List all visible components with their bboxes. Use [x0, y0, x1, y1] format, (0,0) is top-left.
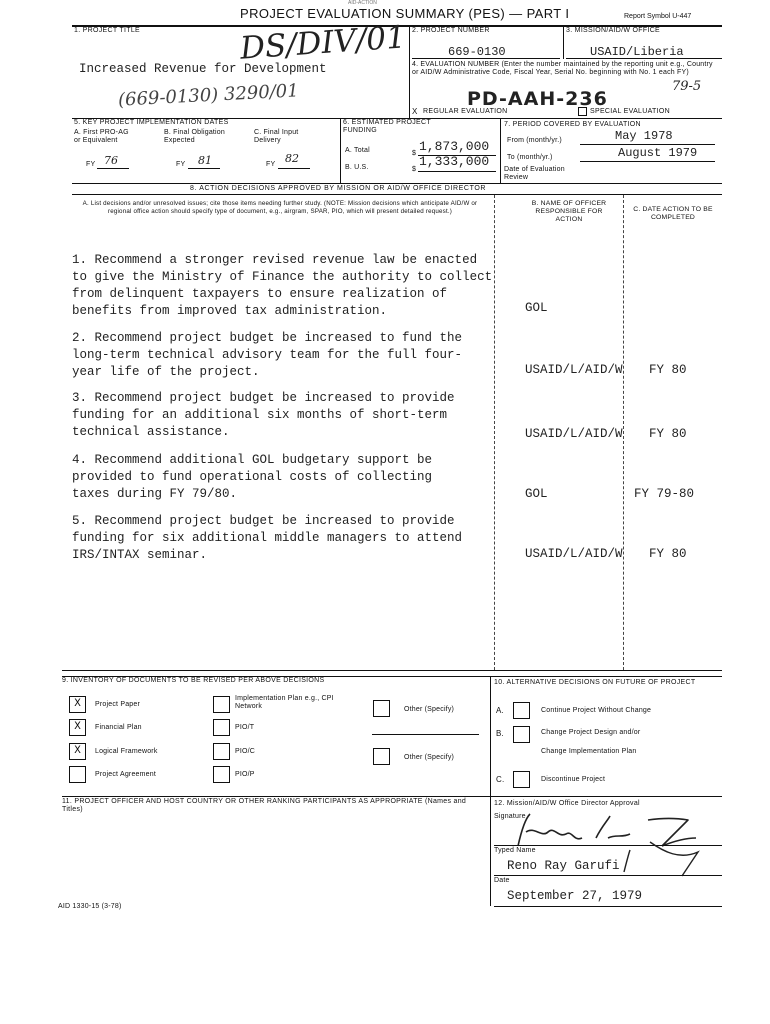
- decision-line: 4. Recommend additional GOL budgetary support be: [72, 453, 433, 467]
- inventory-item-label: Project Agreement: [95, 771, 156, 778]
- decision-text: [72, 452, 497, 503]
- inventory-item-label: Financial Plan: [95, 724, 142, 731]
- report-symbol: Report Symbol U-447: [624, 13, 692, 20]
- other-specify-checkbox-2[interactable]: [373, 748, 390, 765]
- decision-line: year life of the project.: [72, 365, 260, 379]
- final-obligation-fy-label: FY: [176, 161, 186, 168]
- us-currency: $: [412, 166, 417, 173]
- final-obligation-label: B. Final Obligation Expected: [164, 129, 225, 144]
- inventory-checkbox[interactable]: [213, 743, 230, 760]
- signature-label: Signature: [494, 813, 526, 820]
- total-funding-value: 1,873,000: [419, 139, 490, 154]
- decision-line: benefits from improved tax administration.: [72, 304, 388, 318]
- officer-column-header: B. NAME OF OFFICER RESPONSIBLE FOR ACTION: [531, 200, 607, 223]
- alt-b-letter: B.: [496, 729, 504, 738]
- decision-line: long-term technical advisory team for the full four-: [72, 348, 463, 362]
- underline: [97, 168, 129, 169]
- date-label: Date: [494, 877, 510, 884]
- decision-line: 2. Recommend project budget be increased to fund the: [72, 331, 463, 345]
- divider: [500, 118, 501, 183]
- discontinue-project-checkbox[interactable]: [513, 771, 530, 788]
- final-input-value: 82: [285, 152, 299, 165]
- decision-line: 3. Recommend project budget be increased to provide: [72, 391, 455, 405]
- decision-line: to give the Ministry of Finance the authority to collect: [72, 270, 493, 284]
- form-stub-text: AID-ACTION: [348, 0, 377, 6]
- us-funding-value: 1,333,000: [419, 154, 490, 169]
- form-number: AID 1330-15 (3-78): [58, 903, 122, 910]
- period-covered-label: 7. PERIOD COVERED BY EVALUATION: [504, 121, 641, 128]
- inventory-item-label: Logical Framework: [95, 748, 158, 755]
- mission-office-label: 3. MISSION/AID/W OFFICE: [566, 27, 661, 34]
- section-rule: [62, 670, 722, 671]
- column-divider: [623, 195, 624, 670]
- period-from-label: From (month/yr.): [507, 137, 562, 144]
- handwritten-office-code: DS/DIV/01: [238, 19, 407, 67]
- checkbox-mark: X: [74, 721, 81, 733]
- evaluation-review-date-label: Date of Evaluation Review: [504, 166, 565, 181]
- inventory-checkbox[interactable]: [69, 766, 86, 783]
- implementation-dates-label: 5. KEY PROJECT IMPLEMENTATION DATES: [74, 119, 229, 126]
- section-rule: [62, 796, 722, 797]
- completion-date: FY 80: [649, 427, 687, 441]
- continue-project-label: Continue Project Without Change: [541, 707, 652, 714]
- special-evaluation-checkbox[interactable]: [578, 107, 587, 116]
- project-number-value: 669-0130: [448, 45, 506, 59]
- decision-text: [72, 252, 497, 320]
- divider: [409, 25, 410, 118]
- first-proag-value: 76: [104, 154, 118, 167]
- decision-line: IRS/INTAX seminar.: [72, 548, 208, 562]
- decision-text: [72, 513, 497, 564]
- decision-line: funding for six additional middle managers to attend: [72, 531, 463, 545]
- discontinue-project-label: Discontinue Project: [541, 776, 606, 783]
- typed-name-value: Reno Ray Garufi: [507, 859, 620, 873]
- underline: [278, 168, 310, 169]
- director-approval-label: 12. Mission/AID/W Office Director Approval: [494, 800, 640, 807]
- responsible-officer: USAID/L/AID/W: [525, 547, 623, 561]
- decision-line: provided to fund operational costs of collecting: [72, 470, 433, 484]
- change-project-checkbox[interactable]: [513, 726, 530, 743]
- evaluation-number-value: 79-5: [672, 79, 702, 94]
- period-to-value: August 1979: [618, 146, 698, 160]
- completion-date: FY 80: [649, 363, 687, 377]
- first-proag-fy-label: FY: [86, 161, 96, 168]
- inventory-checkbox[interactable]: [69, 743, 86, 760]
- section-rule: [72, 194, 722, 195]
- final-input-fy-label: FY: [266, 161, 276, 168]
- alternative-decisions-label: 10. ALTERNATIVE DECISIONS ON FUTURE OF PROJECT: [494, 679, 696, 686]
- first-proag-label: A. First PRO-AG or Equivalent: [74, 129, 129, 144]
- divider: [490, 796, 491, 906]
- divider: [490, 676, 491, 802]
- underline: [412, 58, 560, 59]
- responsible-officer: USAID/L/AID/W: [525, 427, 623, 441]
- final-obligation-value: 81: [198, 154, 212, 167]
- section-rule: [72, 183, 722, 184]
- other-specify-label-1: Other (Specify): [404, 706, 455, 713]
- us-funding-label: B. U.S.: [345, 164, 369, 171]
- continue-project-checkbox[interactable]: [513, 702, 530, 719]
- special-evaluation-label: SPECIAL EVALUATION: [590, 108, 670, 115]
- decision-text: [72, 330, 497, 381]
- evaluation-number-label: 4. EVALUATION NUMBER (Enter the number maintained by the reporting unit e.g., Country or AID/W Administrative Code, Fiscal Year, Serial No. beginning with No. 1 each FY): [412, 61, 713, 76]
- decision-line: from delinquent taxpayers to ensure realization of: [72, 287, 448, 301]
- decision-line: 5. Recommend project budget be increased to provide: [72, 514, 455, 528]
- underline: [372, 734, 479, 735]
- divider: [563, 25, 564, 59]
- approval-date-value: September 27, 1979: [507, 889, 643, 903]
- final-input-label: C. Final Input Delivery: [254, 129, 299, 144]
- period-to-label: To (month/yr.): [507, 154, 553, 161]
- typed-name-line: [494, 875, 722, 876]
- decision-line: technical assistance.: [72, 425, 230, 439]
- period-from-value: May 1978: [615, 129, 673, 143]
- total-currency: $: [412, 150, 417, 157]
- date-line: [494, 906, 722, 907]
- signature-extension-stroke: [620, 838, 710, 878]
- total-funding-label: A. Total: [345, 147, 370, 154]
- date-column-header: C. DATE ACTION TO BE COMPLETED: [633, 206, 713, 221]
- inventory-item-label: Project Paper: [95, 701, 141, 708]
- underline: [418, 171, 496, 172]
- underline: [566, 58, 722, 59]
- alt-c-letter: C.: [496, 775, 505, 784]
- inventory-item-label: PIO/T: [235, 724, 255, 731]
- document-stamp: PD-AAH-236: [467, 88, 608, 110]
- action-decisions-label: 8. ACTION DECISIONS APPROVED BY MISSION OR AID/W OFFICE DIRECTOR: [190, 185, 487, 192]
- change-design-label: Change Project Design and/or: [541, 729, 641, 736]
- inventory-checkbox[interactable]: [69, 719, 86, 736]
- inventory-item-label: Implementation Plan e.g., CPI Network: [235, 695, 334, 710]
- typed-name-label: Typed Name: [494, 847, 536, 854]
- decision-line: taxes during FY 79/80.: [72, 487, 238, 501]
- alt-a-letter: A.: [496, 706, 504, 715]
- handwritten-project-number: (669-0130) 3290/01: [117, 80, 300, 111]
- project-title-value: Increased Revenue for Development: [79, 62, 327, 76]
- regular-evaluation-label: REGULAR EVALUATION: [423, 108, 508, 115]
- divider: [340, 118, 341, 183]
- change-implementation-label: Change Implementation Plan: [541, 748, 637, 755]
- project-title-label: 1. PROJECT TITLE: [74, 27, 141, 34]
- completion-date: FY 80: [649, 547, 687, 561]
- inventory-item-label: PIO/P: [235, 771, 255, 778]
- decision-line: 1. Recommend a stronger revised revenue law be enacted: [72, 253, 478, 267]
- mission-office-value: USAID/Liberia: [590, 45, 684, 59]
- decision-line: funding for an additional six months of short-term: [72, 408, 448, 422]
- action-decisions-instructions: A. List decisions and/or unresolved issues; cite those items needing further study. (NOTE: Mission decisions which anticipate AID/W or regional office action should specify type of document, e.g., airgram, SPAR, PIO, which will present detailed request.): [82, 200, 478, 215]
- form-title: PROJECT EVALUATION SUMMARY (PES) — PART I: [240, 6, 570, 21]
- underline: [188, 168, 220, 169]
- inventory-label: 9. INVENTORY OF DOCUMENTS TO BE REVISED PER ABOVE DECISIONS: [62, 677, 325, 684]
- checkbox-mark: X: [74, 698, 81, 710]
- inventory-checkbox[interactable]: [69, 696, 86, 713]
- responsible-officer: GOL: [525, 301, 548, 315]
- project-number-label: 2. PROJECT NUMBER: [412, 27, 490, 34]
- inventory-checkbox[interactable]: [213, 696, 230, 713]
- estimated-funding-label: 6. ESTIMATED PROJECT FUNDING: [343, 119, 431, 134]
- project-officer-label: 11. PROJECT OFFICER AND HOST COUNTRY OR OTHER RANKING PARTICIPANTS AS APPROPRIATE (Names and Titles): [62, 798, 467, 813]
- completion-date: FY 79-80: [634, 487, 695, 501]
- checkbox-mark: X: [74, 745, 81, 757]
- other-specify-label-2: Other (Specify): [404, 754, 455, 761]
- inventory-item-label: PIO/C: [235, 748, 256, 755]
- inventory-checkbox[interactable]: [213, 719, 230, 736]
- regular-evaluation-checkbox[interactable]: X: [412, 107, 418, 116]
- other-specify-checkbox-1[interactable]: [373, 700, 390, 717]
- inventory-checkbox[interactable]: [213, 766, 230, 783]
- responsible-officer: USAID/L/AID/W: [525, 363, 623, 377]
- responsible-officer: GOL: [525, 487, 548, 501]
- decision-text: [72, 390, 497, 441]
- underline: [580, 161, 715, 162]
